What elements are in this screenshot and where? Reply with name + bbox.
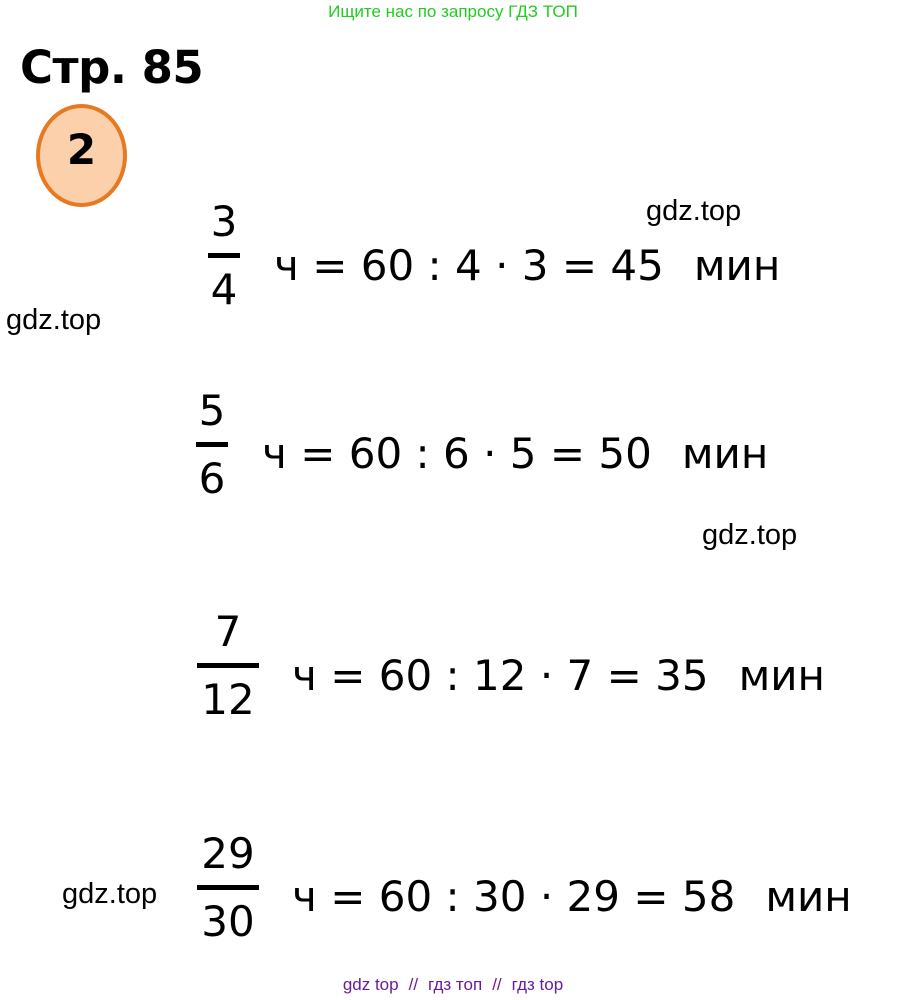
fraction-bar: [208, 253, 240, 258]
fraction-numerator: 3: [210, 197, 238, 246]
watermark-text: gdz.top: [62, 878, 158, 910]
fraction-bar: [197, 885, 259, 890]
footer-link[interactable]: гдз top: [511, 975, 564, 994]
fraction-denominator: 4: [210, 265, 238, 314]
fraction-denominator: 12: [201, 675, 255, 724]
task-number: 2: [66, 124, 97, 174]
fraction-3-4: [200, 197, 248, 315]
page-title: Стр. 85: [20, 41, 204, 94]
unit-minutes: мин: [693, 241, 781, 290]
equation-line-3: [292, 650, 825, 702]
unit-hours: ч: [292, 651, 317, 700]
equation-line-4: [292, 871, 852, 923]
fraction-5-6: [188, 386, 236, 504]
unit-hours: ч: [262, 429, 287, 478]
fraction-bar: [196, 442, 228, 447]
unit-minutes: мин: [765, 872, 852, 921]
footer-separator: //: [408, 975, 419, 994]
footer-link[interactable]: gdz top: [342, 975, 399, 994]
calculation: = 60 : 30 · 29 = 58: [330, 872, 736, 921]
calculation: = 60 : 12 · 7 = 35: [330, 651, 709, 700]
footer-link[interactable]: гдз топ: [428, 975, 483, 994]
calculation: = 60 : 6 · 5 = 50: [300, 429, 652, 478]
fraction-numerator: 29: [201, 829, 255, 878]
equation-line-2: [262, 428, 768, 480]
fraction-7-12: [196, 607, 260, 725]
unit-minutes: мин: [681, 429, 769, 478]
task-number-badge: [36, 104, 127, 207]
search-hint-banner: Ищите нас по запросу ГДЗ ТОП: [328, 2, 578, 21]
fraction-bar: [197, 663, 259, 668]
calculation: = 60 : 4 · 3 = 45: [312, 241, 664, 290]
unit-minutes: мин: [738, 651, 826, 700]
unit-hours: ч: [274, 241, 299, 290]
fraction-29-30: [196, 829, 260, 947]
fraction-denominator: 30: [201, 897, 255, 946]
watermark-text: gdz.top: [702, 519, 798, 551]
unit-hours: ч: [292, 872, 317, 921]
watermark-text: gdz.top: [646, 195, 742, 227]
watermark-text: gdz.top: [6, 304, 102, 336]
fraction-numerator: 5: [198, 386, 226, 435]
fraction-numerator: 7: [214, 607, 242, 656]
footer-separator: //: [492, 975, 502, 994]
footer-links: [0, 974, 906, 996]
fraction-denominator: 6: [198, 454, 226, 503]
equation-line-1: [274, 240, 780, 292]
